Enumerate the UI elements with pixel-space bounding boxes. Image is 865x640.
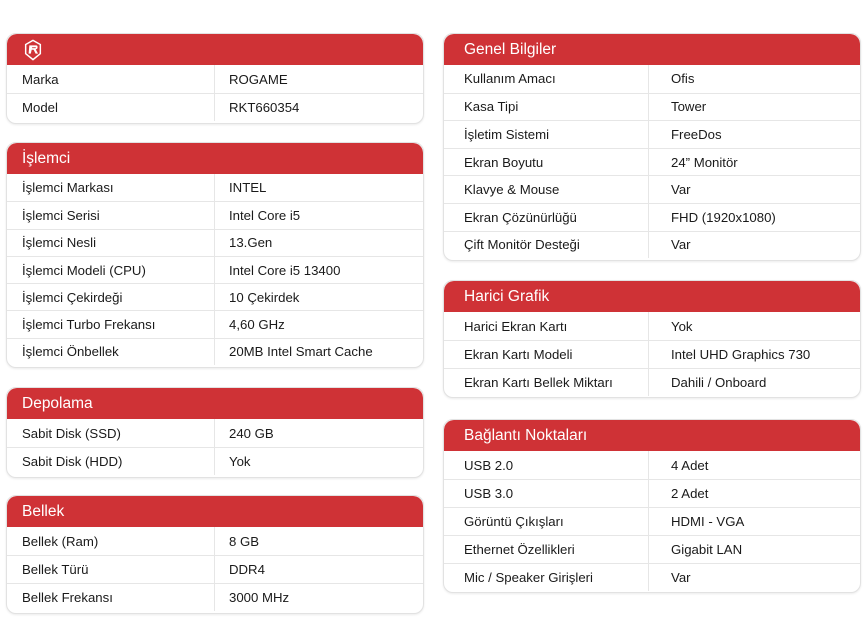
spec-key: Çift Monitör Desteği [464, 237, 580, 253]
spec-key: Sabit Disk (SSD) [22, 425, 121, 441]
spec-value: 2 Adet [671, 486, 709, 501]
spec-row [444, 93, 860, 121]
spec-row [7, 174, 423, 201]
rogame-logo-icon [22, 39, 44, 61]
spec-key: Bellek Türü [22, 562, 89, 577]
spec-key: USB 2.0 [464, 457, 514, 473]
spec-value: Tower [671, 99, 707, 115]
ports-panel [443, 419, 861, 593]
cpu-rows [7, 174, 423, 365]
spec-value: Intel Core i5 [229, 207, 301, 223]
brand-rows [7, 65, 423, 121]
spec-row [7, 447, 423, 475]
spec-value: Gigabit LAN [671, 542, 743, 557]
spec-value: 13.Gen [229, 235, 273, 251]
spec-value: ROGAME [229, 71, 288, 87]
spec-key: İşlemci Markası [22, 180, 114, 196]
memory-panel-title: Bellek [7, 496, 423, 527]
spec-row [7, 583, 423, 611]
spec-key: Bellek Frekansı [22, 590, 113, 605]
spec-value: INTEL [229, 180, 267, 196]
spec-key: Kullanım Amacı [464, 71, 556, 87]
spec-row [444, 148, 860, 176]
spec-row [444, 120, 860, 148]
spec-row [444, 563, 860, 591]
spec-row [7, 229, 423, 256]
brand-panel [6, 33, 424, 124]
spec-key: Harici Ekran Kartı [464, 318, 568, 334]
spec-key: USB 3.0 [464, 486, 514, 501]
spec-value: Var [671, 570, 691, 585]
spec-row [444, 231, 860, 259]
spec-row [7, 338, 423, 365]
spec-value: Intel UHD Graphics 730 [671, 347, 811, 362]
spec-key: Klavye & Mouse [464, 182, 560, 198]
spec-key: Kasa Tipi [464, 99, 519, 115]
spec-key: İşletim Sistemi [464, 126, 549, 142]
spec-value: HDMI - VGA [671, 514, 745, 529]
spec-row [7, 419, 423, 447]
spec-value: Intel Core i5 13400 [229, 262, 341, 278]
spec-key: Ethernet Özellikleri [464, 542, 575, 557]
spec-value: Var [671, 237, 691, 253]
spec-value: 10 Çekirdek [229, 289, 300, 305]
spec-key: İşlemci Serisi [22, 207, 100, 223]
spec-value: DDR4 [229, 562, 265, 577]
spec-row [444, 65, 860, 93]
spec-row [444, 312, 860, 340]
storage-rows [7, 419, 423, 475]
spec-value: 3000 MHz [229, 590, 290, 605]
ports-rows [444, 451, 860, 591]
gpu-rows [444, 312, 860, 396]
spec-key: Marka [22, 71, 59, 87]
spec-key: Ekran Kartı Modeli [464, 347, 573, 362]
spec-row [444, 479, 860, 507]
general-rows [444, 65, 860, 258]
spec-key: Sabit Disk (HDD) [22, 454, 123, 469]
spec-row [444, 535, 860, 563]
spec-row [7, 527, 423, 555]
spec-value: 20MB Intel Smart Cache [229, 344, 373, 360]
spec-key: Ekran Kartı Bellek Miktarı [464, 375, 613, 390]
spec-row [7, 283, 423, 310]
spec-value: 24” Monitör [671, 154, 738, 170]
spec-value: 8 GB [229, 533, 260, 549]
spec-row [7, 65, 423, 93]
spec-key: İşlemci Önbellek [22, 344, 119, 360]
cpu-panel-title: İşlemci [7, 143, 423, 174]
general-panel-title: Genel Bilgiler [444, 34, 860, 65]
spec-row [444, 507, 860, 535]
spec-value: RKT660354 [229, 100, 300, 115]
gpu-panel-title: Harici Grafik [444, 281, 860, 312]
spec-key: Görüntü Çıkışları [464, 514, 564, 529]
spec-key: Bellek (Ram) [22, 533, 99, 549]
spec-row [7, 310, 423, 337]
spec-key: İşlemci Turbo Frekansı [22, 317, 156, 333]
spec-row [444, 175, 860, 203]
spec-row [444, 203, 860, 231]
storage-panel-title: Depolama [7, 388, 423, 419]
spec-key: İşlemci Modeli (CPU) [22, 262, 146, 278]
spec-value: Dahili / Onboard [671, 375, 767, 390]
spec-value: 4,60 GHz [229, 317, 285, 333]
spec-row [444, 340, 860, 368]
spec-value: Yok [671, 318, 693, 334]
storage-panel [6, 387, 424, 478]
gpu-panel [443, 280, 861, 398]
spec-key: Ekran Boyutu [464, 154, 544, 170]
spec-key: İşlemci Çekirdeği [22, 289, 123, 305]
spec-row [7, 93, 423, 121]
spec-value: 4 Adet [671, 457, 709, 473]
spec-value: Yok [229, 454, 251, 469]
brand-panel-header [7, 34, 423, 65]
memory-rows [7, 527, 423, 611]
spec-key: İşlemci Nesli [22, 235, 97, 251]
spec-key: Model [22, 100, 58, 115]
spec-row [7, 256, 423, 283]
spec-value: FreeDos [671, 126, 722, 142]
spec-row [444, 451, 860, 479]
spec-row [7, 555, 423, 583]
spec-key: Mic / Speaker Girişleri [464, 570, 593, 585]
cpu-panel [6, 142, 424, 368]
memory-panel [6, 495, 424, 614]
general-panel [443, 33, 861, 261]
spec-value: FHD (1920x1080) [671, 209, 776, 225]
spec-key: Ekran Çözünürlüğü [464, 209, 577, 225]
spec-value: Ofis [671, 71, 695, 87]
spec-row [444, 368, 860, 396]
spec-value: 240 GB [229, 425, 274, 441]
ports-panel-title: Bağlantı Noktaları [444, 420, 860, 451]
spec-row [7, 201, 423, 228]
spec-value: Var [671, 182, 691, 198]
